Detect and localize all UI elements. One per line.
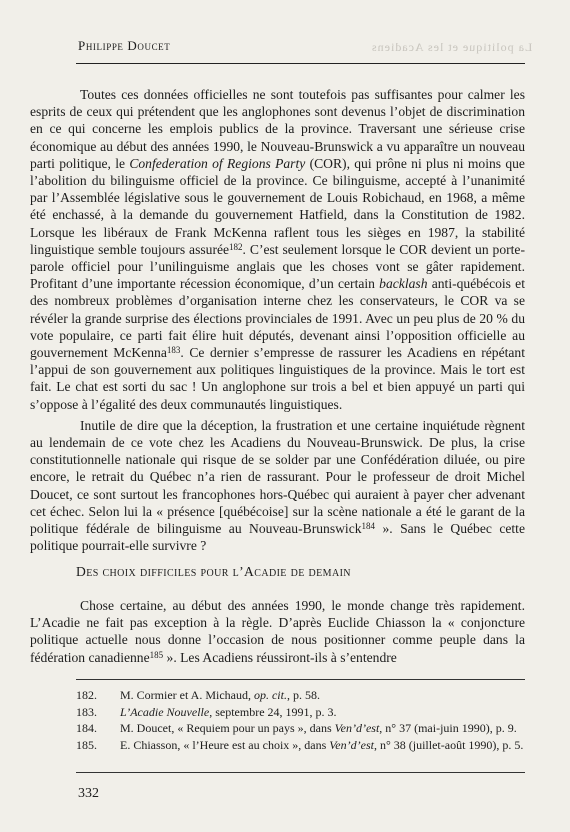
footnote-text bbox=[120, 687, 526, 704]
footnote-ref: 185 bbox=[149, 649, 164, 660]
main-text bbox=[30, 86, 525, 554]
paragraph bbox=[30, 86, 525, 413]
text-run: M. Cormier et A. Michaud, bbox=[120, 688, 254, 702]
footnote bbox=[76, 737, 526, 754]
text-run: , n° 37 (mai-juin 1990), p. 9. bbox=[379, 721, 517, 735]
footnote-text bbox=[120, 737, 526, 754]
text-run: anti-québécois et des nombreux problèmes d’organisation interne chez les conservateurs, le COR va se révéler la grande surprise des élections provinciales de 1991. Avec un peu plus de 20 % du vote populaire, ce parti fait élire huit députés, devenant ainsi l’opposition officielle au gouvernement McKenna bbox=[30, 276, 525, 361]
text-run: E. Chiasson, « l’Heure est au choix », dans bbox=[120, 737, 330, 752]
italic-text: Confederation of Regions Party bbox=[129, 155, 306, 171]
text-run: . Ce dernier s’empresse de rassurer les Acadiens en répétant l’appui de son gouvernement aux politiques linguistiques de la province. Mais le tort est fait. Le chat est sorti du sac ! Un anglophone sur trois a bel et bien appuyé un parti qui s’oppose à l’égalité des deux communautés linguistiques. bbox=[30, 345, 525, 412]
italic-text: Ven’d’est bbox=[334, 721, 380, 735]
paragraph bbox=[30, 597, 525, 666]
text-run: Inutile de dire que la déception, la frustration et une certaine inquiétude règnent au lendemain de ce vote chez les Acadiens du Nouveau-Brunswick. De plus, la crise constitutionnelle nationale qui risque de se solder par une Confédération diluée, ou pire encore, le retrait du Québec n’a rien de rassurant. Pour le professeur de droit Michel Doucet, ce sont surtout les francophones hors-Québec qui auraient à payer cher advenant cet échec. Selon lui la « présence [québécoise] sur la scène nationale a été le garant de la politique fédérale de bilinguisme au Nouveau-Brunswick bbox=[30, 417, 525, 537]
footnote-text bbox=[120, 720, 526, 737]
footnote-text bbox=[120, 704, 526, 721]
footnote-ref: 184 bbox=[361, 521, 376, 532]
footnotes bbox=[76, 687, 526, 753]
footnote-number: 183. bbox=[76, 704, 97, 719]
footnote bbox=[76, 687, 526, 704]
paragraph bbox=[30, 417, 525, 555]
text-run: M. Doucet, « Requiem pour un pays », dans bbox=[120, 721, 335, 735]
header-rule bbox=[76, 63, 525, 64]
footnote-rule bbox=[76, 679, 525, 680]
page-number: 332 bbox=[78, 786, 99, 801]
section-text bbox=[30, 597, 525, 666]
footnote-number: 184. bbox=[76, 721, 97, 735]
text-run: . C’est seulement lorsque le COR devient un porte-parole officiel pour l’unilinguisme anglais que les choses vont se gâter rapidement. Profitant d’une importante récession économique, d’un certain bbox=[30, 241, 525, 292]
footnote bbox=[76, 720, 526, 737]
text-run: , n° 38 (juillet-août 1990), p. 5. bbox=[373, 737, 524, 752]
footnote-ref: 183 bbox=[166, 345, 181, 356]
text-run: ». Sans le Québec cette politique pourrait-elle survivre ? bbox=[30, 521, 525, 554]
text-run: Toutes ces données officielles ne sont toutefois pas suffisantes pour calmer les esprits de ceux qui prétendent que les anglophones sont devenus l’objet de discrimination en ce qui concerne les emplois publics de la province. Traversant une sérieuse crise économique au début des années 1990, le Nouveau-Brunswick a vu apparaître un nouveau parti politique, le bbox=[30, 87, 525, 171]
footnote bbox=[76, 704, 526, 721]
footnote-number: 182. bbox=[76, 688, 97, 702]
text-run: , p. 58. bbox=[286, 688, 320, 702]
text-run: ». Les Acadiens réussiront-ils à s’entendre bbox=[163, 649, 397, 665]
italic-text: L’Acadie Nouvelle bbox=[120, 704, 210, 719]
bleed-through-text: La politique et les Acadiens bbox=[370, 40, 532, 54]
text-run: Chose certaine, au début des années 1990, le monde change très rapidement. L’Acadie ne fait pas exception à la règle. D’après Euclide Chiasson la « conjoncture politique actuelle nous donne l’occasion de nous positionner comme peuple dans la fédération canadienne bbox=[30, 598, 525, 665]
section-heading: Des choix difficiles pour l’Acadie de demain bbox=[76, 564, 351, 579]
text-run: , septembre 24, 1991, p. 3. bbox=[209, 704, 337, 719]
footnote-ref: 182 bbox=[229, 241, 243, 252]
running-head: Philippe Doucet bbox=[78, 38, 171, 53]
italic-text: op. cit. bbox=[253, 688, 287, 702]
text-run: (COR), qui prône ni plus ni moins que l’abolition du bilinguisme officiel de la province. Ce bilinguisme, accepté à l’unanimité par l’Assemblée législative sous le gouvernement de Louis Robichaud, en 1968, a même été enchassé, à la demande du gouvernement Hatfield, dans la Constitution de 1982. Lorsque les libéraux de Frank McKenna raflent tous les sièges en 1987, la stabilité linguistique semble toujours assurée bbox=[30, 155, 525, 257]
italic-text: backlash bbox=[379, 276, 428, 292]
italic-text: Ven’d’est bbox=[329, 737, 374, 752]
footer-rule bbox=[76, 772, 525, 773]
footnote-number: 185. bbox=[76, 737, 97, 752]
